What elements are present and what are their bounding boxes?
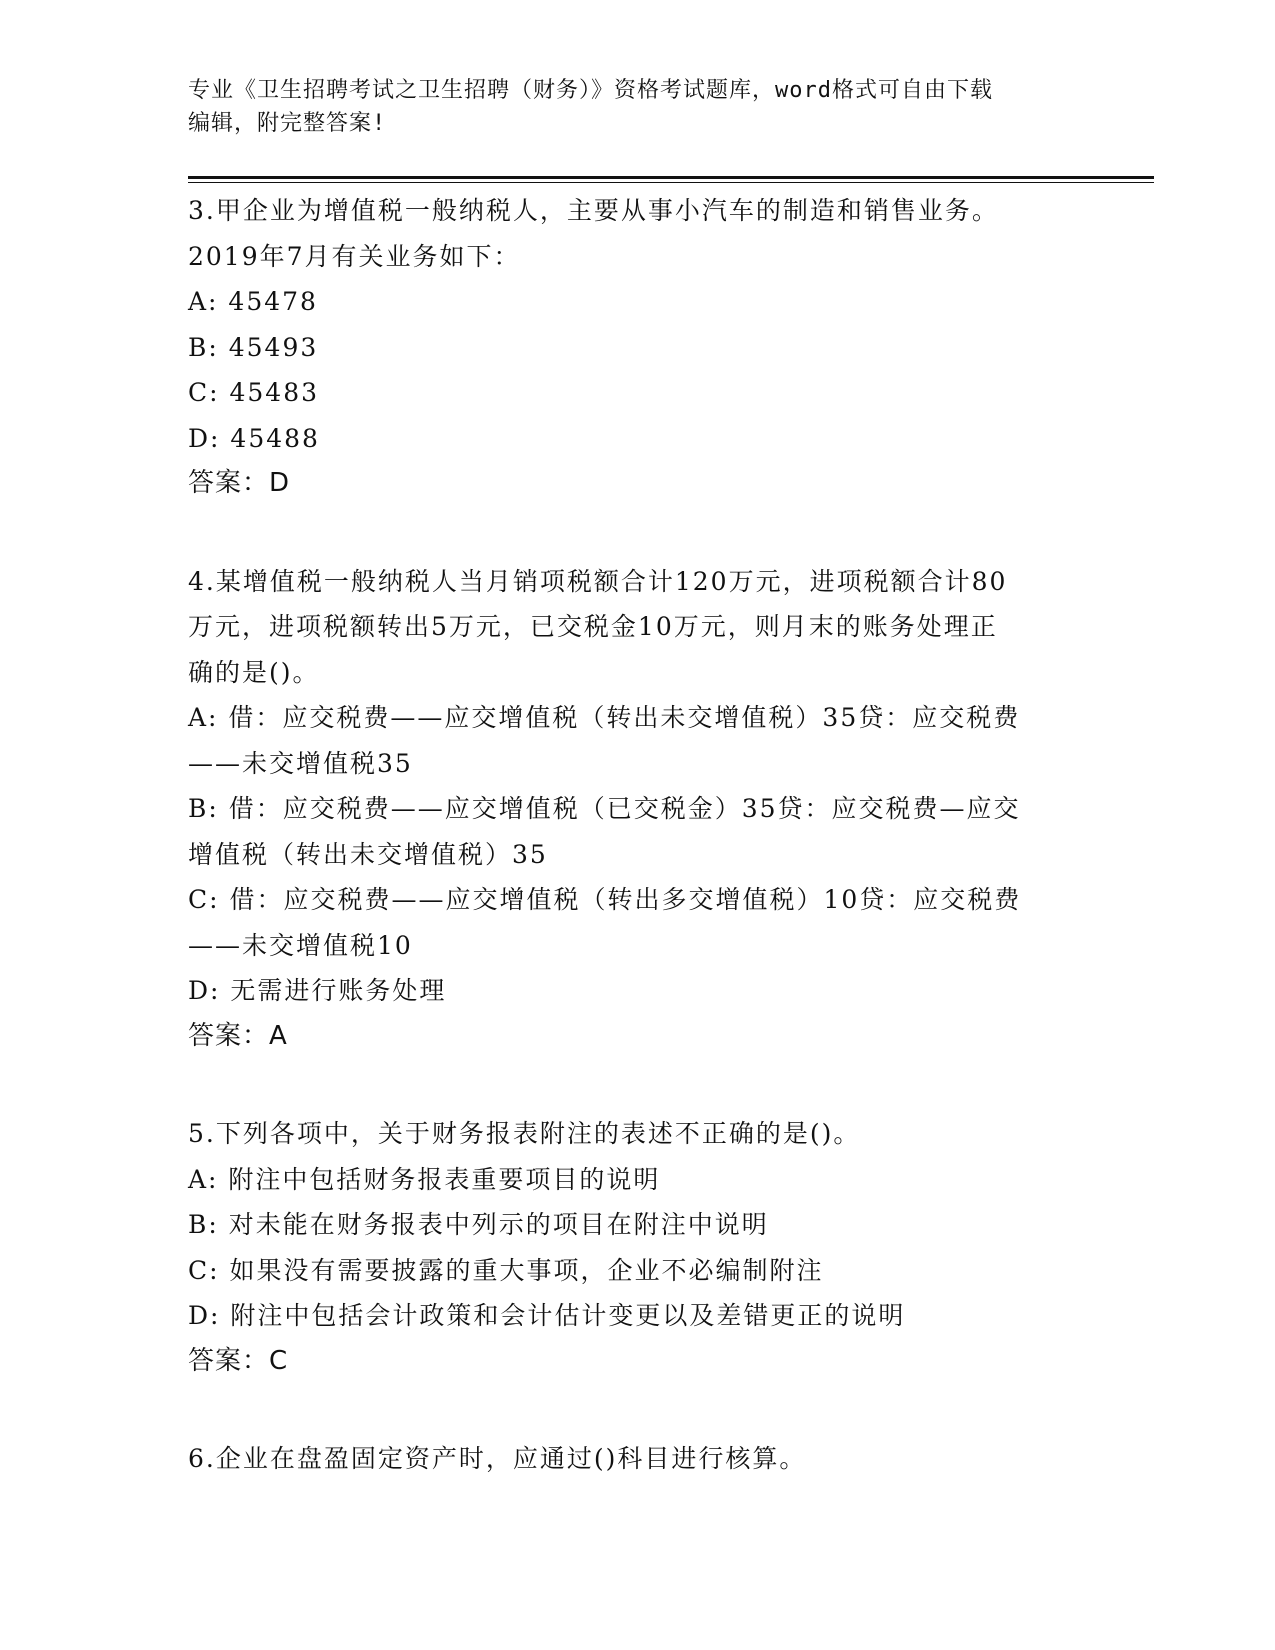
question-stem-line: 3.甲企业为增值税一般纳税人，主要从事小汽车的制造和销售业务。 (188, 196, 999, 225)
answer-option: B: 借：应交税费——应交增值税（已交税金）35贷：应交税费—应交 (188, 794, 1021, 823)
answer-key: 答案：D (188, 468, 291, 498)
question-stem-line: 6.企业在盘盈固定资产时，应通过()科目进行核算。 (188, 1444, 807, 1473)
answer-option: D: 无需进行账务处理 (188, 976, 447, 1005)
header-line-2: 编辑，附完整答案! (188, 111, 387, 136)
answer-option: A: 借：应交税费——应交增值税（转出未交增值税）35贷：应交税费 (188, 703, 1021, 732)
question-item (188, 559, 1088, 1060)
question-stem-line: 4.某增值税一般纳税人当月销项税额合计120万元，进项税额合计80 (188, 566, 1008, 596)
answer-option: ——未交增值税10 (188, 930, 413, 960)
header-divider-thin (188, 182, 1154, 183)
answer-option: A: 附注中包括财务报表重要项目的说明 (188, 1164, 661, 1194)
question-item (188, 1436, 1088, 1482)
answer-option: A: 45478 (188, 287, 318, 316)
question-stem-line: 确的是()。 (188, 657, 320, 687)
question-item (188, 1111, 1088, 1384)
answer-option: C: 如果没有需要披露的重大事项，企业不必编制附注 (188, 1255, 824, 1285)
question-list (188, 188, 1088, 1534)
answer-option: C: 借：应交税费——应交增值税（转出多交增值税）10贷：应交税费 (188, 885, 1022, 914)
answer-option: ——未交增值税35 (188, 748, 413, 778)
answer-option: C: 45483 (188, 378, 320, 407)
answer-option: 增值税（转出未交增值税）35 (188, 839, 548, 869)
question-stem-line: 万元，进项税额转出5万元，已交税金10万元，则月末的账务处理正 (188, 612, 998, 641)
answer-option: B: 对未能在财务报表中列示的项目在附注中说明 (188, 1210, 769, 1239)
document-header (188, 74, 1088, 140)
question-stem-line: 5.下列各项中，关于财务报表附注的表述不正确的是()。 (188, 1119, 861, 1148)
header-line-1: 专业《卫生招聘考试之卫生招聘（财务）》资格考试题库，word格式可自由下载 (188, 78, 993, 103)
answer-option: B: 45493 (188, 332, 319, 362)
header-divider-thick (188, 176, 1154, 179)
answer-key: 答案：A (188, 1020, 288, 1051)
answer-option: D: 附注中包括会计政策和会计估计变更以及差错更正的说明 (188, 1301, 906, 1330)
question-stem-line: 2019年7月有关业务如下： (188, 241, 521, 271)
answer-key: 答案：C (188, 1345, 289, 1376)
question-item (188, 188, 1088, 507)
answer-option: D: 45488 (188, 423, 320, 453)
